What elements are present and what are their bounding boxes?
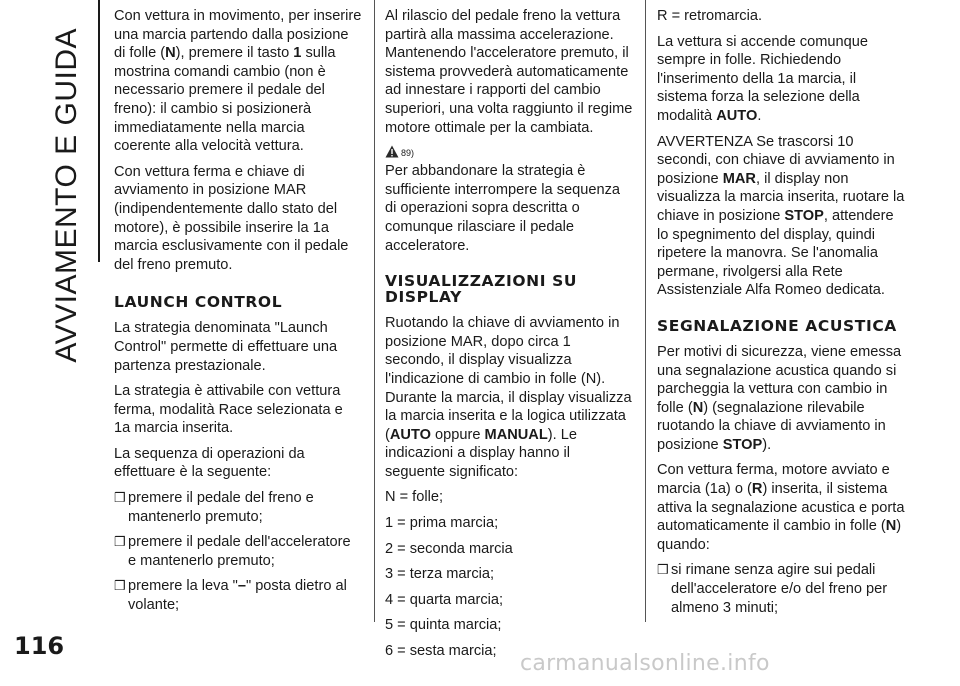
paragraph-launch-release: Al rilascio del pedale freno la vettura partirà alla massima accelerazione. Mantenendo l'acceleratore premuto, il sistema provvederà automaticamente ad innestare i rapporti del cambio superiori, una volta raggiunto il regime motore ottimale per la cambiata. <box>385 8 633 136</box>
list-item: ❒ premere il pedale dell'acceleratore e mantenerlo premuto; <box>114 534 351 569</box>
checkbox-bullet-icon: ❒ <box>114 534 126 550</box>
gear-item: 2 = seconda marcia <box>385 540 513 557</box>
column-3 <box>657 7 905 624</box>
gear-item: 3 = terza marcia; <box>385 566 495 583</box>
paragraph-acoustic-park: Per motivi di sicurezza, viene emessa una segnalazione acustica quando si parcheggia la vettura con cambio in folle (N) (segnalazione rilevabile ruotando la chiave di avviamento in posizione STOP). <box>657 343 902 453</box>
watermark: carmanualsonline.info <box>520 651 770 676</box>
warning-triangle-icon <box>385 145 399 158</box>
checkbox-bullet-icon: ❒ <box>657 562 669 578</box>
chapter-title: AVVIAMENTO E GUIDA <box>50 28 83 363</box>
paragraph-acoustic-stopped: Con vettura ferma, motore avviato e marcia (1a) o (R) inserita, il sistema attiva la segnalazione acustica e porta automaticamente il cambio in folle (N) quando: <box>657 462 905 553</box>
paragraph-display: Ruotando la chiave di avviamento in posizione MAR, dopo circa 1 secondo, il display visualizza l'indicazione di cambio in folle (N). Durante la marcia, il display visualizza la marcia inserita e la logica utilizzata (AUTO oppure MANUAL). Le indicazioni a display hanno il seguente significato: <box>385 315 632 480</box>
list-item: ❒ si rimane senza agire sui pedali dell'acceleratore e/o del freno per almeno 3 minuti; <box>657 562 888 616</box>
heading-launch-control: LAUNCH CONTROL <box>114 293 283 312</box>
checkbox-bullet-icon: ❒ <box>114 578 126 594</box>
column-2 <box>385 7 633 668</box>
checkbox-bullet-icon: ❒ <box>114 490 126 506</box>
paragraph-launch-intro: La strategia denominata "Launch Control" permette di effettuare una partenza prestazionale. <box>114 320 338 374</box>
column-divider-2 <box>645 0 646 622</box>
page-number: 116 <box>14 632 65 660</box>
paragraph-warning-note: AVVERTENZA Se trascorsi 10 secondi, con chiave di avviamento in posizione MAR, il display non visualizza la marcia inserita, ruotare la chiave in posizione STOP, attendere lo spegnimento del display, quindi ripetere la manovra. Se l'anomalia permane, rivolgersi alla Rete Assistenziale Alfa Romeo dedicata. <box>657 133 905 299</box>
list-item: ❒ premere la leva "–" posta dietro al volante; <box>114 578 347 614</box>
paragraph-launch-conditions: La strategia è attivabile con vettura ferma, modalità Race selezionata e 1a marcia inserita. <box>114 383 343 437</box>
gear-item: R = retromarcia. <box>657 8 763 24</box>
list-item: ❒ premere il pedale del freno e mantenerlo premuto; <box>114 490 314 525</box>
heading-acoustic-signal: SEGNALAZIONE ACUSTICA <box>657 316 897 335</box>
paragraph-neutral-start: La vettura si accende comunque sempre in folle. Richiedendo l'inserimento della 1a marcia, il sistema forza la selezione della modalità AUTO. <box>657 33 868 124</box>
paragraph-launch-exit: Per abbandonare la strategia è sufficiente interrompere la sequenza di operazioni sopra descritta o comunque rilasciare il pedale acceleratore. <box>385 163 620 254</box>
paragraph-moving-gear: Con vettura in movimento, per inserire una marcia partendo dalla posizione di folle (N), premere il tasto 1 sulla mostrina comandi cambio (non è necessario premere il pedale del freno): il cambio si posizionerà immediatamente nella marcia coerente alla velocità vettura. <box>114 8 362 155</box>
warning-reference <box>385 142 633 158</box>
gear-item: 6 = sesta marcia; <box>385 643 497 660</box>
column-1 <box>114 7 362 622</box>
gear-item: N = folle; <box>385 489 443 506</box>
warning-number: 89) <box>401 148 415 159</box>
column-divider-1 <box>374 0 375 622</box>
paragraph-stopped-gear: Con vettura ferma e chiave di avviamento in posizione MAR (indipendentemente dallo stato del motore), è possibile inserire la 1a marcia esclusivamente con il pedale del freno premuto. <box>114 163 349 273</box>
paragraph-launch-sequence: La sequenza di operazioni da effettuare è la seguente: <box>114 445 305 481</box>
gear-item: 4 = quarta marcia; <box>385 591 504 608</box>
heading-display: VISUALIZZAZIONI SU DISPLAY <box>385 272 578 307</box>
gear-item: 1 = prima marcia; <box>385 515 499 532</box>
gear-item: 5 = quinta marcia; <box>385 617 502 634</box>
chapter-divider <box>98 0 100 262</box>
